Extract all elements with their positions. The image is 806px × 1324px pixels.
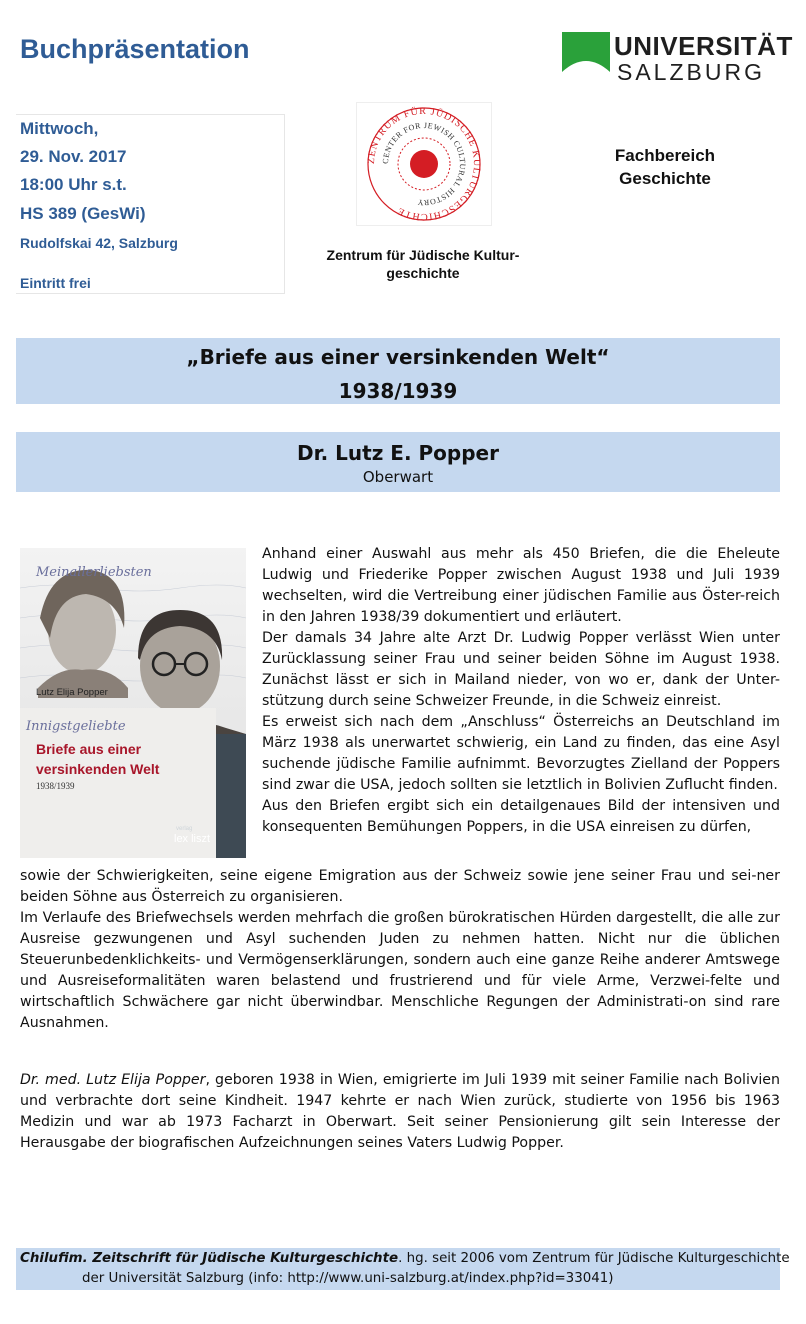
university-mark-icon bbox=[562, 32, 610, 82]
department-label bbox=[596, 144, 734, 190]
speaker-name: Dr. Lutz E. Popper bbox=[296, 441, 499, 465]
description-full-width bbox=[20, 866, 780, 1034]
footer-line2: der Universität Salzburg (info: http://www.uni-salzburg.at/index.php?id=33041) bbox=[82, 1271, 614, 1286]
department-line2: Geschichte bbox=[619, 169, 711, 188]
zentrum-caption-line1: Zentrum für Jüdische Kultur- bbox=[326, 247, 520, 263]
speaker-band bbox=[16, 432, 780, 492]
description-paragraph-4: Aus den Briefen ergibt sich ein detailgenaues Bild der intensiven und konsequenten Bemühungen Poppers, in die USA einreisen zu dürfen, bbox=[262, 798, 780, 835]
description-paragraph-5: Im Verlaufe des Briefwechsels werden mehrfach die großen bürokratischen Hürden dargestellt, die alle zur Ausreise gezwungenen und Asyl suchenden Juden zu nehmen hatten. Nicht nur die üblichen Steuerunbedenklichkeits- und Vermögenserklärungen, sondern auch eine ganze Reihe anderer Amtswege und Ausreiseformalitäten waren belastend und frustrierend und für viele Arme, Verzwei-felte und wirtschaftlich Schwächere gar nicht überwindbar. Menschliche Regungen der Administrati-on sind rare Ausnahmen. bbox=[20, 910, 780, 1031]
book-cover-art bbox=[20, 548, 246, 858]
zentrum-seal-icon bbox=[357, 103, 491, 225]
description-paragraph-3: Es erweist sich nach dem „Anschluss“ Österreichs an Deutschland im März 1938 als unerwartet schwierig, ein Land zu finden, das eine Asyl suchende jüdische Familie aufnimmt. Bevorzugtes Zielland der Poppers sind zwar die USA, jedoch sollten sie letztlich in Bolivien Zuflucht finden. bbox=[262, 714, 780, 793]
author-bio-text: , geboren 1938 in Wien, emigrierte im Juli 1939 mit seiner Familie nach Bolivien und verbrachte dort seine Kindheit. 1947 kehrte er nach Wien zurück, studierte von 1956 bis 1963 Medizin und war ab 1973 Facharzt in Oberwart. Seit seiner Pensionierung gilt sein Interesse der Herausgabe der biografischen Aufzeichnungen seines Vaters Ludwig Popper. bbox=[20, 1072, 781, 1151]
cover-script-mid: Innigstgeliebte bbox=[26, 719, 126, 734]
footer-line1-rest: . hg. seit 2006 vom Zentrum für Jüdische Kulturgeschichte bbox=[398, 1251, 790, 1266]
cover-script-top: Meinallerliebsten bbox=[36, 565, 152, 580]
event-room: HS 389 (GesWi) bbox=[20, 204, 146, 223]
cover-years: 1938/1939 bbox=[36, 781, 75, 791]
book-title-line2: 1938/1939 bbox=[338, 379, 458, 403]
university-logo bbox=[562, 31, 793, 85]
book-title-band bbox=[16, 338, 780, 404]
author-bio bbox=[20, 1070, 780, 1154]
event-time: 18:00 Uhr s.t. bbox=[20, 175, 127, 194]
speaker-place: Oberwart bbox=[362, 468, 434, 486]
page-title: Buchpräsentation bbox=[20, 34, 250, 64]
footer-journal: Chilufim. Zeitschrift für Jüdische Kulturgeschichte bbox=[20, 1251, 399, 1266]
book-title-line1: „Briefe aus einer versinkenden Welt“ bbox=[186, 345, 610, 369]
cover-author: Lutz Elija Popper bbox=[36, 687, 108, 698]
cover-title-line1: Briefe aus einer bbox=[36, 741, 142, 757]
description-column bbox=[262, 544, 780, 838]
event-info-box bbox=[16, 114, 285, 294]
university-name-line2: SALZBURG bbox=[617, 59, 765, 85]
footer-band bbox=[16, 1248, 790, 1290]
cover-publisher: lex liszt bbox=[174, 833, 211, 845]
zentrum-logo bbox=[356, 102, 492, 226]
zentrum-ring-text-de: ZENTRUM FÜR JÜDISCHE KULTURGESCHICHTE bbox=[365, 105, 483, 223]
zentrum-caption-line2: geschichte bbox=[386, 265, 460, 281]
cover-publisher-small: verlag bbox=[176, 826, 193, 832]
description-paragraph-4-continued: sowie der Schwierigkeiten, seine eigene Emigration aus der Schweiz sowie jene seiner Frau und sei-ner beiden Söhne aus Österreich zu organisieren. bbox=[20, 868, 780, 905]
book-cover bbox=[20, 548, 246, 858]
event-day: Mittwoch, bbox=[20, 119, 99, 138]
zentrum-ring-text-en: CENTER FOR JEWISH CULTURAL HISTORY bbox=[380, 120, 468, 208]
department-line1: Fachbereich bbox=[614, 146, 716, 165]
event-date: 29. Nov. 2017 bbox=[20, 147, 127, 166]
zentrum-caption bbox=[300, 246, 546, 282]
author-bio-name: Dr. med. Lutz Elija Popper bbox=[20, 1072, 206, 1088]
event-address: Rudolfskai 42, Salzburg bbox=[20, 235, 178, 251]
event-entry: Eintritt frei bbox=[20, 275, 91, 291]
description-paragraph-2: Der damals 34 Jahre alte Arzt Dr. Ludwig Popper verlässt Wien unter Zurücklassung seiner Frau und seiner beiden Söhne im August 1938. Zunächst lässt er sich in Mailand nieder, von wo er, dank der Unter-stützung durch seine Schweizer Freunde, in die Schweiz einreist. bbox=[262, 630, 780, 709]
cover-title-line2: versinkenden Welt bbox=[36, 761, 160, 777]
description-paragraph-1: Anhand einer Auswahl aus mehr als 450 Briefen, die die Eheleute Ludwig und Friederike Popper zwischen August 1938 und Juli 1939 wechselten, wird die Vertreibung einer jüdischen Familie aus Öster-reich in den Jahren 1938/39 dokumentiert und erläutert. bbox=[262, 546, 780, 625]
university-name-line1: UNIVERSITÄT bbox=[614, 31, 793, 61]
